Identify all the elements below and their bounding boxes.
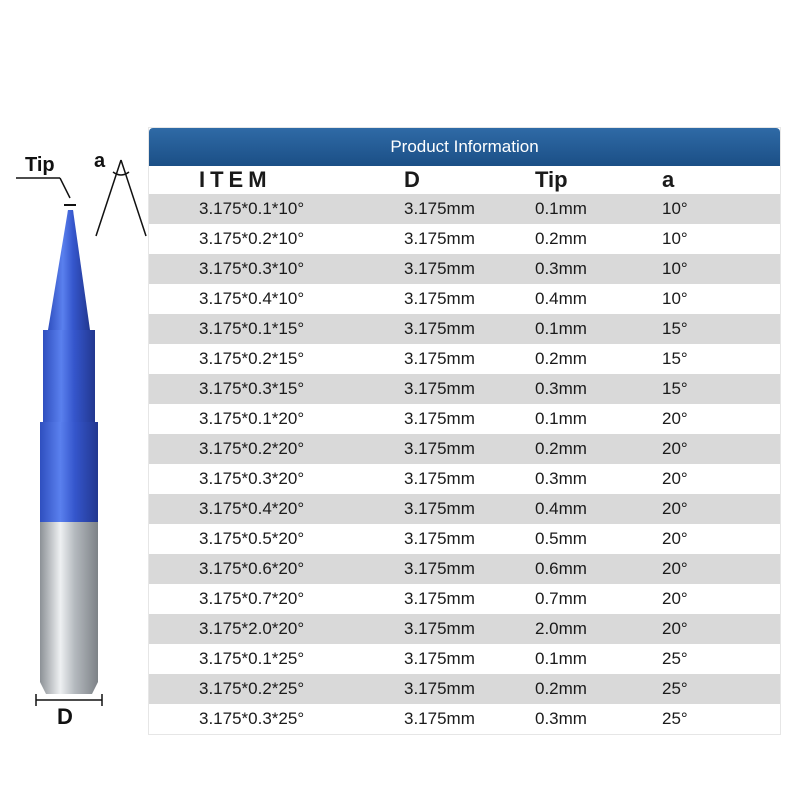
cell-d: 3.175mm xyxy=(404,559,475,578)
cell-tip: 0.1mm xyxy=(535,319,587,338)
cell-d: 3.175mm xyxy=(404,289,475,308)
cell-tip: 0.2mm xyxy=(535,439,587,458)
product-information-table xyxy=(149,128,780,734)
cell-a: 20° xyxy=(662,409,688,428)
cell-tip: 0.2mm xyxy=(535,349,587,368)
table-row xyxy=(149,314,780,344)
cell-a: 15° xyxy=(662,349,688,368)
cell-tip: 0.5mm xyxy=(535,529,587,548)
table-body xyxy=(149,194,780,734)
cell-item: 3.175*0.1*20° xyxy=(199,409,305,428)
cell-a: 20° xyxy=(662,499,688,518)
table-row xyxy=(149,464,780,494)
cell-item: 3.175*0.2*25° xyxy=(199,679,305,698)
cell-tip: 0.4mm xyxy=(535,289,587,308)
cell-item: 3.175*0.3*20° xyxy=(199,469,305,488)
cell-a: 20° xyxy=(662,529,688,548)
tip-label: Tip xyxy=(25,154,55,176)
table-row xyxy=(149,254,780,284)
cell-item: 3.175*0.6*20° xyxy=(199,559,305,578)
cell-a: 15° xyxy=(662,319,688,338)
cell-d: 3.175mm xyxy=(404,199,475,218)
cell-item: 3.175*0.4*10° xyxy=(199,289,305,308)
diameter-label: D xyxy=(57,704,73,729)
cell-d: 3.175mm xyxy=(404,499,475,518)
cell-a: 20° xyxy=(662,619,688,638)
table-row xyxy=(149,374,780,404)
engraving-bit-drawing xyxy=(0,0,150,800)
table-title: Product Information xyxy=(149,128,780,166)
angle-label: a xyxy=(94,150,106,172)
cell-d: 3.175mm xyxy=(404,709,475,728)
cell-item: 3.175*0.2*10° xyxy=(199,229,305,248)
cell-tip: 0.3mm xyxy=(535,259,587,278)
table-row xyxy=(149,554,780,584)
angle-arc xyxy=(113,172,129,175)
cell-d: 3.175mm xyxy=(404,319,475,338)
blue-shank-lower xyxy=(40,422,98,524)
column-header-d: D xyxy=(404,167,420,192)
cell-item: 3.175*2.0*20° xyxy=(199,619,305,638)
column-header-item: ITEM xyxy=(199,167,272,192)
cell-item: 3.175*0.2*15° xyxy=(199,349,305,368)
cell-d: 3.175mm xyxy=(404,349,475,368)
cell-a: 10° xyxy=(662,259,688,278)
table-row xyxy=(149,674,780,704)
angle-line-right xyxy=(121,160,146,236)
cell-a: 10° xyxy=(662,199,688,218)
blue-shank-upper xyxy=(43,330,95,424)
cell-item: 3.175*0.5*20° xyxy=(199,529,305,548)
cell-item: 3.175*0.3*10° xyxy=(199,259,305,278)
table-row xyxy=(149,224,780,254)
cell-tip: 2.0mm xyxy=(535,619,587,638)
table-row xyxy=(149,704,780,734)
cell-a: 20° xyxy=(662,469,688,488)
cell-d: 3.175mm xyxy=(404,589,475,608)
cell-tip: 0.3mm xyxy=(535,379,587,398)
cell-item: 3.175*0.3*25° xyxy=(199,709,305,728)
table-row xyxy=(149,524,780,554)
cell-a: 10° xyxy=(662,229,688,248)
cell-d: 3.175mm xyxy=(404,649,475,668)
cell-item: 3.175*0.1*10° xyxy=(199,199,305,218)
table-row xyxy=(149,404,780,434)
cell-d: 3.175mm xyxy=(404,259,475,278)
cell-item: 3.175*0.7*20° xyxy=(199,589,305,608)
cell-a: 15° xyxy=(662,379,688,398)
cell-tip: 0.3mm xyxy=(535,709,587,728)
engraving-bit-illustration xyxy=(0,0,150,800)
cell-a: 10° xyxy=(662,289,688,308)
table-row xyxy=(149,344,780,374)
cell-item: 3.175*0.1*15° xyxy=(199,319,305,338)
cell-tip: 0.6mm xyxy=(535,559,587,578)
cell-a: 20° xyxy=(662,589,688,608)
table-row xyxy=(149,614,780,644)
steel-shank xyxy=(40,522,98,682)
cell-d: 3.175mm xyxy=(404,469,475,488)
cell-tip: 0.3mm xyxy=(535,469,587,488)
table-row xyxy=(149,584,780,614)
cell-d: 3.175mm xyxy=(404,619,475,638)
cell-item: 3.175*0.1*25° xyxy=(199,649,305,668)
cell-tip: 0.7mm xyxy=(535,589,587,608)
table-row xyxy=(149,434,780,464)
column-header-tip: Tip xyxy=(535,167,568,192)
cell-d: 3.175mm xyxy=(404,679,475,698)
cell-d: 3.175mm xyxy=(404,229,475,248)
cell-a: 25° xyxy=(662,709,688,728)
table-row xyxy=(149,644,780,674)
cell-a: 25° xyxy=(662,679,688,698)
cell-d: 3.175mm xyxy=(404,409,475,428)
table-row xyxy=(149,494,780,524)
column-header-a: a xyxy=(662,167,675,192)
cell-a: 20° xyxy=(662,559,688,578)
table-header-row xyxy=(149,166,780,194)
cell-d: 3.175mm xyxy=(404,439,475,458)
cell-tip: 0.1mm xyxy=(535,409,587,428)
cell-tip: 0.1mm xyxy=(535,199,587,218)
cell-tip: 0.4mm xyxy=(535,499,587,518)
shank-chamfer xyxy=(40,682,98,694)
cell-item: 3.175*0.4*20° xyxy=(199,499,305,518)
cell-tip: 0.2mm xyxy=(535,229,587,248)
cell-item: 3.175*0.2*20° xyxy=(199,439,305,458)
cell-item: 3.175*0.3*15° xyxy=(199,379,305,398)
cell-tip: 0.1mm xyxy=(535,649,587,668)
table-row xyxy=(149,194,780,224)
table-row xyxy=(149,284,780,314)
cell-a: 25° xyxy=(662,649,688,668)
cell-d: 3.175mm xyxy=(404,379,475,398)
cell-tip: 0.2mm xyxy=(535,679,587,698)
cell-a: 20° xyxy=(662,439,688,458)
tip-leader-diagonal xyxy=(60,178,70,198)
cell-d: 3.175mm xyxy=(404,529,475,548)
